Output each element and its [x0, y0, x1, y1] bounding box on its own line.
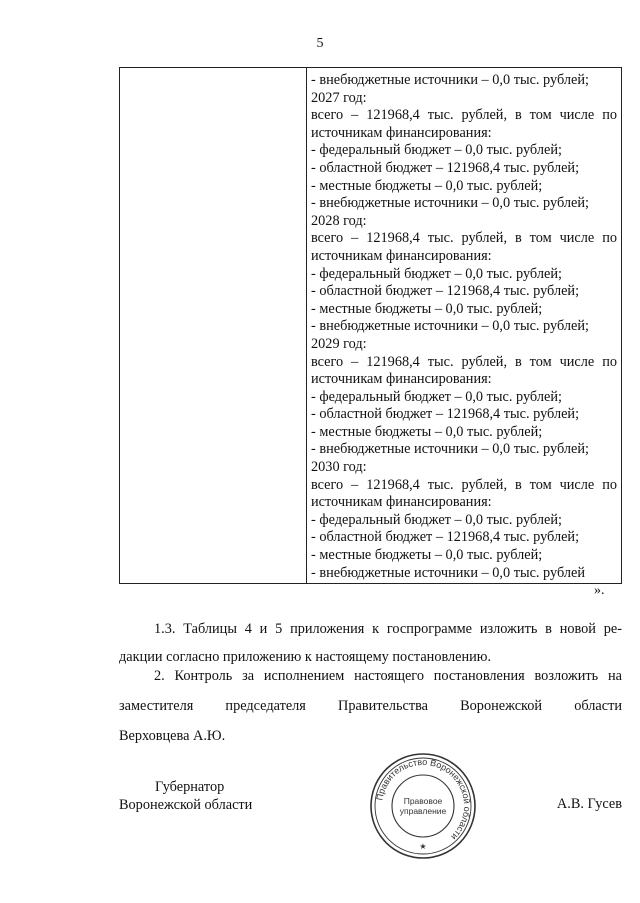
table-text-line: - областной бюджет – 121968,4 тыс. рублей;: [311, 406, 580, 423]
table-text-line: - местные бюджеты – 0,0 тыс. рублей;: [311, 300, 543, 317]
table-right-cell: [311, 72, 617, 582]
table-text-line: - внебюджетные источники – 0,0 тыс. рублей;: [311, 195, 589, 212]
table-column-divider: [306, 68, 307, 583]
table-text-line: - внебюджетные источники – 0,0 тыс. рублей: [311, 564, 586, 581]
table-text-line: источникам финансирования:: [311, 494, 492, 511]
table-text-line: - местные бюджеты – 0,0 тыс. рублей;: [311, 177, 543, 194]
table-text-line: всего – 121968,4 тыс. рублей, в том числе по: [311, 107, 617, 124]
table-text-line: - внебюджетные источники – 0,0 тыс. рублей;: [311, 72, 589, 88]
table-text-line: - федеральный бюджет – 0,0 тыс. рублей;: [311, 511, 562, 528]
table-text-line: всего – 121968,4 тыс. рублей, в том числе по: [311, 230, 617, 247]
paragraph-line: дакции согласно приложению к настоящему постановлению.: [119, 649, 492, 665]
signatory-title-line: Губернатор: [155, 779, 225, 795]
signatory-title-line: Воронежской области: [119, 797, 253, 813]
table-text-line: - местные бюджеты – 0,0 тыс. рублей;: [311, 547, 543, 564]
table-text-line: 2029 год:: [311, 335, 367, 352]
page-number: 5: [316, 36, 324, 51]
signatory-name: А.В. Гусев: [556, 796, 622, 812]
closing-quote: ».: [594, 583, 605, 598]
table-text-line: 2030 год:: [311, 459, 367, 476]
table-text-line: - областной бюджет – 121968,4 тыс. рублей;: [311, 283, 580, 300]
stamp-outer-text: Правительство Воронежской области: [374, 756, 473, 843]
table-text-line: - местные бюджеты – 0,0 тыс. рублей;: [311, 423, 543, 440]
funding-table: [119, 67, 622, 584]
table-text-line: - внебюджетные источники – 0,0 тыс. рублей;: [311, 318, 589, 335]
paragraph-line: 2. Контроль за исполнением настоящего постановления возложить на: [154, 668, 622, 684]
paragraph-line: 1.3. Таблицы 4 и 5 приложения к госпрограмме изложить в новой ре-: [154, 621, 622, 637]
table-text-line: 2027 год:: [311, 89, 367, 106]
table-text-line: источникам финансирования:: [311, 247, 492, 264]
table-text-line: - федеральный бюджет – 0,0 тыс. рублей;: [311, 265, 562, 282]
legal-department-stamp: [369, 752, 477, 860]
table-text-line: всего – 121968,4 тыс. рублей, в том числе по: [311, 476, 617, 493]
table-text-line: - внебюджетные источники – 0,0 тыс. рублей;: [311, 441, 589, 458]
table-text-line: - областной бюджет – 121968,4 тыс. рублей;: [311, 159, 580, 176]
table-text-line: - федеральный бюджет – 0,0 тыс. рублей;: [311, 388, 562, 405]
table-text-line: 2028 год:: [311, 212, 367, 229]
table-text-line: - федеральный бюджет – 0,0 тыс. рублей;: [311, 142, 562, 159]
signatory-title: [119, 778, 252, 814]
table-text-line: источникам финансирования:: [311, 124, 492, 141]
stamp-inner-line: Правовое: [403, 796, 443, 806]
paragraph-line: Верховцева А.Ю.: [119, 728, 226, 744]
stamp-inner-line: управление: [399, 806, 447, 816]
table-text-line: всего – 121968,4 тыс. рублей, в том числе по: [311, 353, 617, 370]
paragraph-2: [119, 661, 622, 751]
table-text-line: источникам финансирования:: [311, 371, 492, 388]
stamp-star-icon: ★: [419, 842, 427, 851]
paragraph-line: заместителя председателя Правительства Воронежской области: [119, 698, 622, 714]
table-text-line: - областной бюджет – 121968,4 тыс. рублей;: [311, 529, 580, 546]
